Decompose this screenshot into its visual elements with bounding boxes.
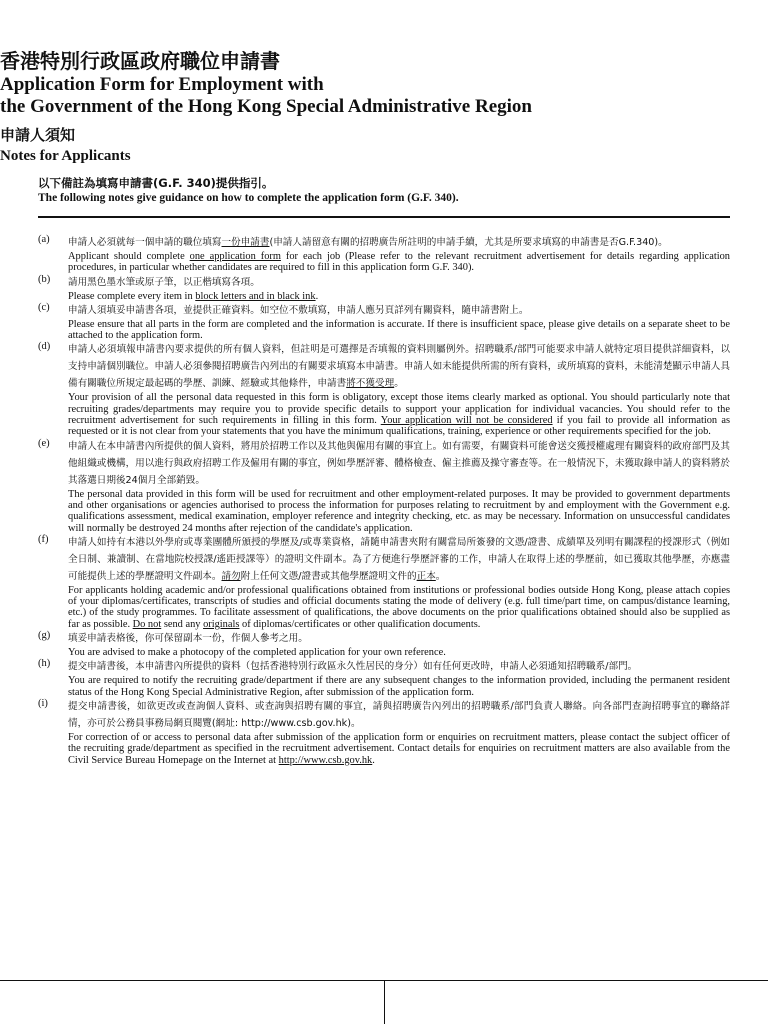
note-text-chinese [68,341,730,392]
text-segment: 。 [435,570,446,582]
text-segment: 附上任何文憑/證書或其他學歷證明文件的 [240,570,417,582]
text-segment: You are advised to make a photocopy of the completed application for your own reference. [68,647,446,659]
note-item [38,658,730,698]
text-segment: The personal data provided in this form will be used for recruitment and other employment-related purposes. It may be provided to government departments and other organisations or agencies authorised to process the information for purposes relating to recruitment by and employment with the Government e.g. qualifications assessment, medical examination, employer reference and integrity checking, etc. as may be necessary. Information on unsuccessful candidates will normally be destroyed 24 months after rejection of the candidate's application. [68,488,730,534]
note-item [38,302,730,342]
note-label: (a) [38,234,50,245]
note-text-chinese [68,234,730,251]
title-chinese: 香港特別行政區政府職位申請書 [0,49,280,73]
note-item [38,234,730,274]
note-text-chinese [68,438,730,489]
underlined-text: Your application will not be considered [380,415,553,427]
underlined-text: one application form [189,251,281,262]
text-segment: of diplomas/certificates or other qualification documents. [239,618,481,630]
header-divider [38,216,730,218]
note-item [38,534,730,630]
note-text-english [68,392,730,437]
note-item [38,698,730,766]
note-text-chinese [68,698,730,732]
notes-heading-chinese: 申請人須知 [0,126,76,144]
text-segment: Please complete every item in [68,290,196,302]
text-segment: Please ensure that all parts in the form are completed and the information is accurate. If there is insufficient space, please give details on a separate sheet to be attached to the application form. [68,318,730,342]
note-text-english [68,291,730,302]
text-segment: . [315,290,319,302]
note-item [38,341,730,437]
form-footer-divider [384,980,385,1024]
note-text-english [68,647,730,658]
text-segment: 填妥申請表格後，你可保留副本一份，作個人參考之用。 [68,633,308,645]
text-segment: For applicants holding academic and/or professional qualifications obtained from institutions or professional bodies outside Hong Kong, please attach copies of your diplomas/certificates, transcripts of studies and official documents stating the mode of delivery (e.g. full time/part time, on campus/distance learning, etc.) of the study programmes. To facilitate assessment of qualifications, the above documents on the prior qualifications obtained should also be supplied as far as possible. [68,584,730,630]
note-label: (e) [38,437,50,449]
note-text-english [68,585,730,630]
underlined-text: originals [203,618,240,630]
guidance-english: The following notes give guidance on how to complete the application form (G.F. 340). [38,192,459,204]
text-segment: 提交申請書後，如欲更改或查詢個人資料、或查詢與招聘有關的事宜，請與招聘廣告內列出的招聘職系/部門負責人聯絡。向各部門查詢招聘事宜的聯絡詳情，亦可於公務員事務局網頁閱覽(網址: http://www.csb.gov.hk)。 [68,700,730,729]
note-label: (b) [38,273,51,285]
underlined-text: 一份申請書 [221,237,270,248]
text-segment: 申請人在本申請書內所提供的個人資料，將用於招聘工作以及其他與僱用有關的事宜上。如有需要，有關資料可能會送交獲授權處理有關資料的政府部門及其他組織或機構，用以進行與政府招聘工作及僱用有關的事宜，例如學歷評審、體格檢查、僱主推薦及操守審查等。在一般情況下，未獲取錄申請人的資料將於其落選日期後24個月全部銷毀。 [68,440,730,486]
note-label: (i) [38,697,48,709]
text-segment: 申請人必須填報申請書內要求提供的所有個人資料，但註明是可選擇是否填報的資料則屬例外。招聘職系/部門可能要求申請人就特定項目提供詳細資料，以支持申請個別職位。申請人必須參閱招聘廣告內列出的有關要求填寫本申請書。申請人如未能提供所需的所有資料，或所填寫的資料，未能清楚顯示申請人具備有關職位所規定最起碼的學歷、訓練、經驗或其他條件，申請書 [68,344,730,390]
note-text-english [68,732,730,766]
text-segment: send any [161,618,204,630]
title-english-line1: Application Form for Employment with [0,74,324,95]
note-label: (h) [38,658,51,670]
text-segment: 申請人必須就每一個申請的職位填寫 [68,237,222,248]
note-text-chinese [68,658,730,675]
note-text-english [68,319,730,342]
underlined-text: Do not [132,618,162,630]
note-text-english [68,251,730,274]
note-label: (d) [38,341,51,353]
notes-heading-english: Notes for Applicants [0,148,131,164]
note-text-chinese [68,274,730,291]
note-text-chinese [68,534,730,585]
underlined-text: http://www.csb.gov.hk [278,754,373,766]
notes-list [38,234,730,766]
note-item [38,438,730,534]
note-text-chinese [68,630,730,647]
underlined-text: 將不獲受理 [346,378,395,390]
note-label: (c) [38,301,50,313]
text-segment: Your provision of all the personal data requested in this form is obligatory, except those items clearly marked as optional. You should particularly note that recruiting grades/departments may require you to provide specific details to support your application for individual vacancies. You should refer to the recruitment advertisement for such requirements in filling in this form. [68,392,730,427]
text-segment: if you fail to provide all information as requested or it is not clear from your statements that you have the minimum qualifications, training, experience or other requirements specified for the job. [68,415,730,438]
text-segment: For correction of or access to personal data after submission of the application form or enquiries on recruitment matters, please contact the subject officer of the recruiting grade/department as specified in the recruitment advertisement. Contact details for enquiries on recruitment matters are also available from the Civil Service Bureau Homepage on the Internet at [68,731,730,766]
text-segment: 請用黑色墨水筆或原子筆，以正楷填寫各項。 [68,276,260,288]
note-text-chinese [68,302,730,319]
underlined-text: 正本 [416,570,436,582]
text-segment: Applicant should complete [68,251,190,262]
text-segment: 申請人如持有本港以外學府或專業團體所頒授的學歷及/或專業資格，請隨申請書夾附有關當局所簽發的文憑/證書、成績單及列明有關課程的授課形式（例如全日制、兼讀制、在當地院校授課/遙距授課等）的證明文件副本。為了方便進行學歷評審的工作，申請人在取得上述的學歷前，如已獲取其他學歷，亦應盡可能提供上述的學歷證明文件副本。 [68,536,730,582]
underlined-text: block letters and in black ink [195,290,316,302]
note-item [38,630,730,658]
text-segment: 。 [394,378,404,390]
note-item [38,274,730,302]
underlined-text: 請勿 [221,570,241,582]
note-text-english [68,675,730,698]
text-segment: 申請人須填妥申請書各項，並提供正確資料。如空位不敷填寫，申請人應另頁詳列有關資料，隨申請書附上。 [68,304,529,316]
text-segment: . [372,754,375,766]
text-segment: 提交申請書後，本申請書內所提供的資料（包括香港特別行政區永久性居民的身分）如有任何更改時，申請人必須通知招聘職系/部門。 [68,661,638,673]
title-english-line2: the Government of the Hong Kong Special Administrative Region [0,96,532,117]
note-text-english [68,489,730,534]
note-label: (g) [38,630,51,642]
text-segment: (申請人請留意有關的招聘廣告所註明的申請手續，尤其是所要求填寫的申請書是否G.F.340)。 [269,237,668,248]
guidance-chinese: 以下備註為填寫申請書(G.F. 340)提供指引。 [38,176,274,190]
text-segment: for each job (Please refer to the relevant recruitment advertisement for details regarding application procedures, in particular whether candidates are required to fill in this application form G.F. 340). [68,251,731,274]
note-label: (f) [38,533,49,545]
text-segment: You are required to notify the recruiting grade/department if there are any subsequent changes to the information provided, including the permanent resident status of the Hong Kong Special Administrative Region, after submission of the application form. [68,675,730,698]
